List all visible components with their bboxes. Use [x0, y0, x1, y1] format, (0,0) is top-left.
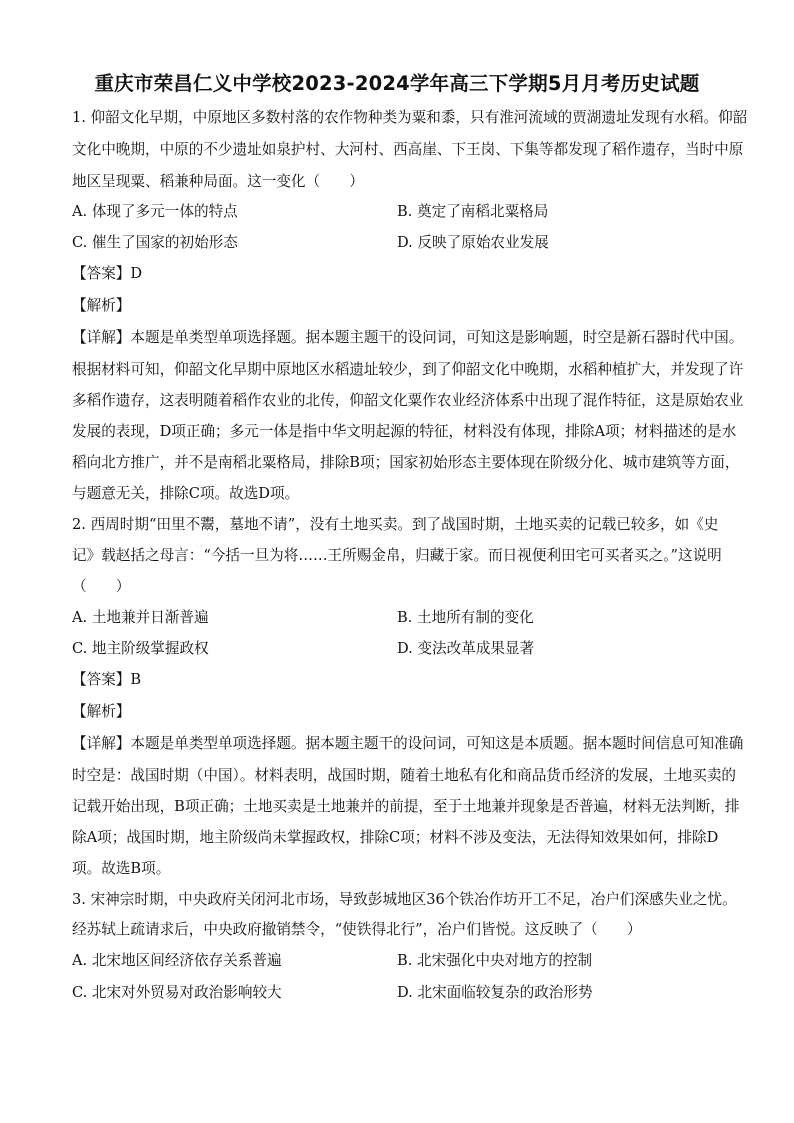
q3-stem-line-2: 经苏轼上疏请求后，中央政府撤销禁令，“使铁得北行”，冶户们皆悦。这反映了（ ） — [72, 921, 642, 938]
q1-option-d: D. 反映了原始农业发展 — [397, 234, 549, 251]
q2-stem-line-2: 记》载赵括之母言：“今括一旦为将……王所赐金帛，归藏于家。而日视便利田宅可买者买之。”这说明 — [72, 547, 722, 564]
q2-stem-line-1: 2. 西周时期“田里不鬻，墓地不请”，没有土地买卖。到了战国时期，土地买卖的记载已较多，如《史 — [72, 516, 719, 533]
q2-explanation-line-5: 项。故选B项。 — [72, 860, 171, 877]
q2-option-c: C. 地主阶级掌握政权 — [72, 640, 209, 657]
q3-stem-line-1: 3. 宋神宗时期，中央政府关闭河北市场，导致彭城地区36个铁冶作坊开工不足，冶户们深感失业之忧。 — [72, 891, 737, 908]
q1-explanation-line-4: 发展的表现，D项正确；多元一体是指中华文明起源的特征，材料没有体现，排除A项；材料描述的是水 — [72, 423, 737, 440]
q1-explanation-line-2: 根据材料可知，仰韶文化早期中原地区水稻遗址较少，到了仰韶文化中晚期，水稻种植扩大，并发现了许 — [72, 361, 744, 378]
q2-analysis-label: 【解析】 — [72, 703, 131, 720]
q1-explanation-line-5: 稻向北方推广，并不是南稻北粟格局，排除B项；国家初始形态主要体现在阶级分化、城市建筑等方面， — [72, 454, 740, 471]
q2-explanation-line-3: 记载开始出现，B项正确；土地买卖是土地兼并的前提，至于土地兼并现象是否普遍，材料无法判断，排 — [72, 798, 740, 815]
q2-explanation-line-1: 【详解】本题是单类型单项选择题。据本题主题干的设问词，可知这是本质题。据本题时间信息可知准确 — [72, 735, 744, 752]
q3-option-d: D. 北宋面临较复杂的政治形势 — [397, 984, 593, 1001]
q2-explanation-line-2: 时空是：战国时期（中国）。材料表明，战国时期，随着土地私有化和商品货币经济的发展，土地买卖的 — [72, 767, 737, 784]
q2-stem-line-3: （ ） — [72, 578, 131, 595]
q1-stem-line-3: 地区呈现粟、稻兼种局面。这一变化（ ） — [72, 173, 364, 190]
q1-explanation-line-3: 多稻作遗存，这表明随着稻作农业的北传，仰韶文化粟作农业经济体系中出现了混作特征，这是原始农业 — [72, 392, 744, 409]
q2-option-d: D. 变法改革成果显著 — [397, 640, 535, 657]
q1-stem-line-1: 1. 仰韶文化早期，中原地区多数村落的农作物种类为粟和黍，只有淮河流域的贾湖遗址发现有水稻。仰韶 — [72, 109, 748, 126]
q1-answer: 【答案】D — [72, 265, 143, 282]
q1-stem-line-2: 文化中晚期，中原的不少遗址如泉护村、大河村、西高崖、下王岗、下集等都发现了稻作遗存，当时中原 — [72, 141, 744, 158]
q1-analysis-label: 【解析】 — [72, 297, 131, 314]
q1-explanation-line-1: 【详解】本题是单类型单项选择题。据本题主题干的设问词，可知这是影响题，时空是新石器时代中国。 — [72, 329, 744, 346]
q1-explanation-line-6: 与题意无关，排除C项。故选D项。 — [72, 485, 300, 502]
document-title: 重庆市荣昌仁义中学校2023-2024学年高三下学期5月月考历史试题 — [94, 72, 700, 95]
q1-option-c: C. 催生了国家的初始形态 — [72, 234, 238, 251]
q1-option-b: B. 奠定了南稻北粟格局 — [397, 203, 549, 220]
q2-option-b: B. 土地所有制的变化 — [397, 609, 534, 626]
q3-option-a: A. 北宋地区间经济依存关系普遍 — [72, 952, 282, 969]
q3-option-c: C. 北宋对外贸易对政治影响较大 — [72, 984, 282, 1001]
q2-explanation-line-4: 除A项；战国时期，地主阶级尚未掌握政权，排除C项；材料不涉及变法，无法得知效果如何，排除D — [72, 829, 719, 846]
q2-answer: 【答案】B — [72, 671, 142, 688]
q3-option-b: B. 北宋强化中央对地方的控制 — [397, 952, 593, 969]
q2-option-a: A. 土地兼并日渐普遍 — [72, 609, 209, 626]
q1-option-a: A. 体现了多元一体的特点 — [72, 203, 238, 220]
